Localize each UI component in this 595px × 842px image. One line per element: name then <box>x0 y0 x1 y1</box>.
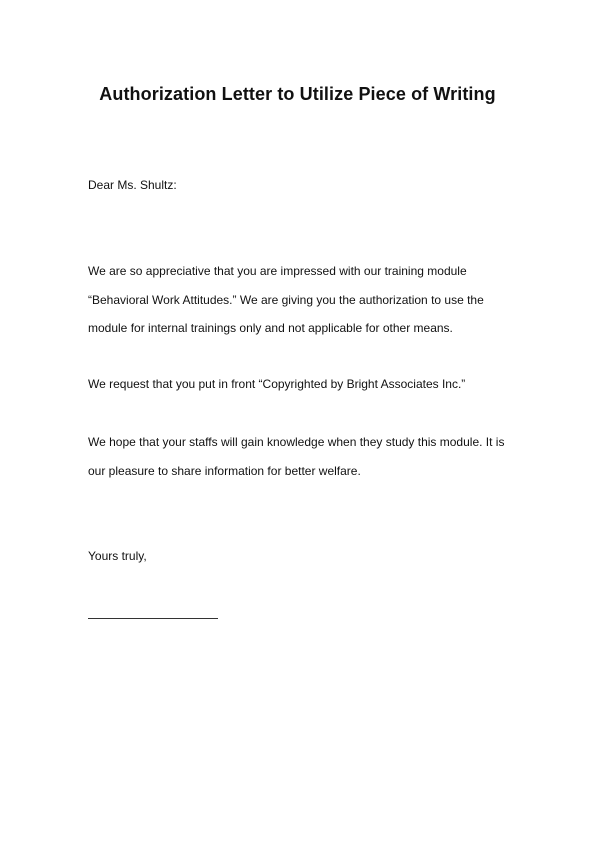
closing: Yours truly, <box>88 549 147 563</box>
signature-line <box>88 618 218 619</box>
paragraph-line: We request that you put in front “Copyrighted by Bright Associates Inc.” <box>88 377 466 391</box>
body-paragraph-2 <box>88 370 518 399</box>
paragraph-line: our pleasure to share information for better welfare. <box>88 463 361 478</box>
letter-title: Authorization Letter to Utilize Piece of Writing <box>99 84 496 104</box>
body-paragraph-3 <box>88 428 518 485</box>
paragraph-line: module for internal trainings only and not applicable for other means. <box>88 321 453 335</box>
paragraph-line: We are so appreciative that you are impressed with our training module <box>88 264 467 278</box>
body-paragraph-1 <box>88 257 518 343</box>
paragraph-line: We hope that your staffs will gain knowledge when they study this module. It is <box>88 435 505 449</box>
paragraph-line: “Behavioral Work Attitudes.” We are giving you the authorization to use the <box>88 292 484 307</box>
salutation: Dear Ms. Shultz: <box>88 178 177 192</box>
